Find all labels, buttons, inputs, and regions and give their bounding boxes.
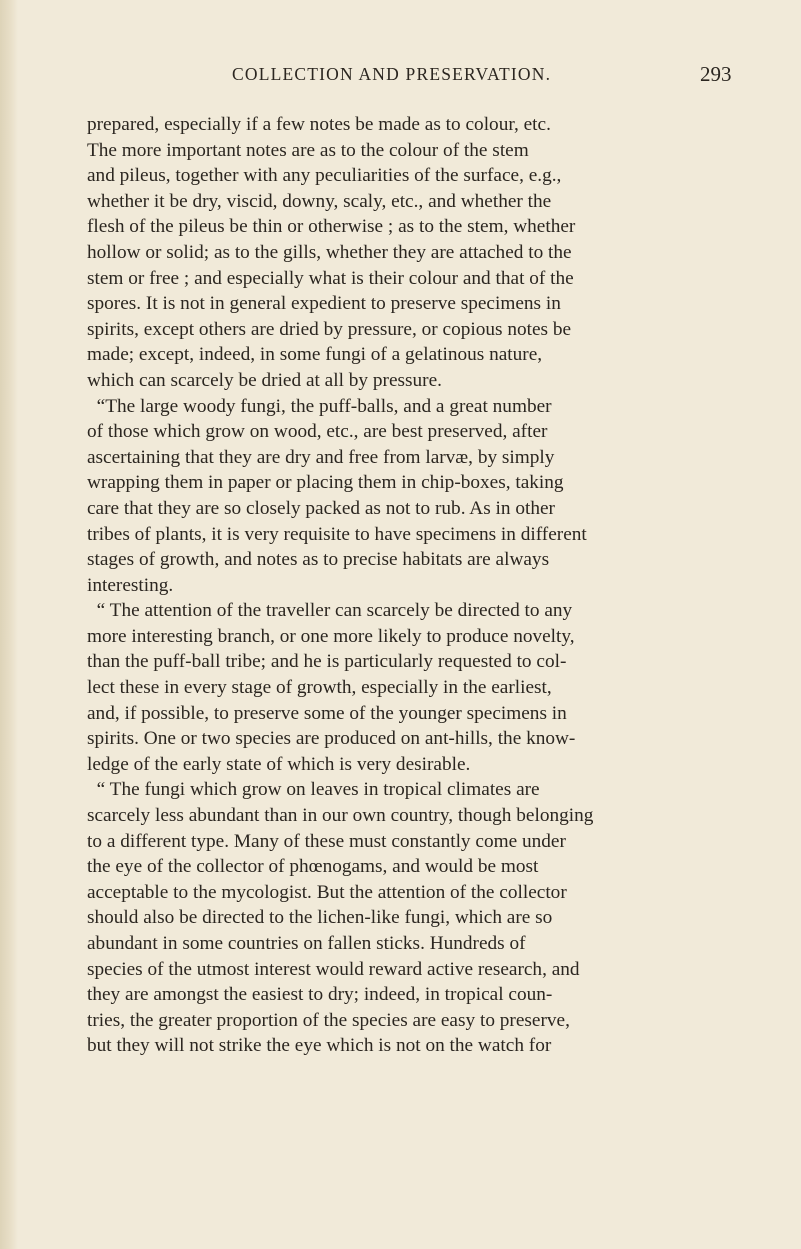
text-line: “ The attention of the traveller can scarcely be directed to any — [87, 600, 573, 622]
text-line: more interesting branch, or one more likely to produce novelty, — [87, 625, 575, 647]
text-line: ascertaining that they are dry and free from larvæ, by simply — [87, 446, 555, 468]
body-text — [87, 112, 801, 1059]
text-line: made; except, indeed, in some fungi of a gelatinous nature, — [87, 344, 543, 366]
text-line: abundant in some countries on fallen sticks. Hundreds of — [87, 933, 526, 954]
text-line: should also be directed to the lichen-like fungi, which are so — [87, 907, 553, 929]
running-head: COLLECTION AND PRESERVATION. — [232, 64, 552, 84]
text-line: of those which grow on wood, etc., are best preserved, after — [87, 421, 548, 443]
text-line: spores. It is not in general expedient to preserve specimens in — [87, 293, 561, 315]
text-line: to a different type. Many of these must constantly come under — [87, 830, 566, 852]
text-line: flesh of the pileus be thin or otherwise ; as to the stem, whether — [87, 216, 576, 238]
text-line: and, if possible, to preserve some of the younger specimens in — [87, 702, 567, 724]
text-line: prepared, especially if a few notes be made as to colour, etc. — [87, 114, 551, 135]
text-line: they are amongst the easiest to dry; indeed, in tropical coun- — [87, 984, 553, 1006]
text-line: spirits. One or two species are produced on ant-hills, the know- — [87, 728, 576, 750]
text-line: interesting. — [87, 574, 174, 596]
text-line: whether it be dry, viscid, downy, scaly, etc., and whether the — [87, 190, 552, 212]
text-line: stem or free ; and especially what is their colour and that of the — [87, 267, 574, 289]
text-line: stages of growth, and notes as to precise habitats are always — [87, 549, 550, 571]
text-line: wrapping them in paper or placing them in chip-boxes, taking — [87, 472, 564, 494]
text-line: but they will not strike the eye which is not on the watch for — [87, 1035, 552, 1057]
text-line: which can scarcely be dried at all by pressure. — [87, 369, 442, 391]
text-line: scarcely less abundant than in our own country, though belonging — [87, 805, 594, 827]
text-line: and pileus, together with any peculiarities of the surface, e.g., — [87, 165, 562, 187]
text-line: than the puff-ball tribe; and he is particularly requested to col- — [87, 651, 567, 673]
text-line: lect these in every stage of growth, especially in the earliest, — [87, 677, 552, 699]
text-line: tribes of plants, it is very requisite to have specimens in different — [87, 523, 587, 545]
text-line: care that they are so closely packed as not to rub. As in other — [87, 497, 555, 519]
page-number: 293 — [700, 62, 732, 86]
text-line: The more important notes are as to the colour of the stem — [87, 139, 529, 161]
text-line: “The large woody fungi, the puff-balls, and a great number — [87, 395, 552, 417]
text-line: “ The fungi which grow on leaves in tropical climates are — [87, 779, 540, 801]
text-line: acceptable to the mycologist. But the attention of the collector — [87, 881, 567, 903]
text-line: spirits, except others are dried by pressure, or copious notes be — [87, 318, 572, 340]
text-line: hollow or solid; as to the gills, whether they are attached to the — [87, 241, 572, 263]
text-line: species of the utmost interest would reward active research, and — [87, 958, 580, 980]
text-line: ledge of the early state of which is very desirable. — [87, 753, 471, 775]
text-line: the eye of the collector of phœnogams, and would be most — [87, 856, 539, 878]
text-line: tries, the greater proportion of the species are easy to preserve, — [87, 1009, 570, 1031]
